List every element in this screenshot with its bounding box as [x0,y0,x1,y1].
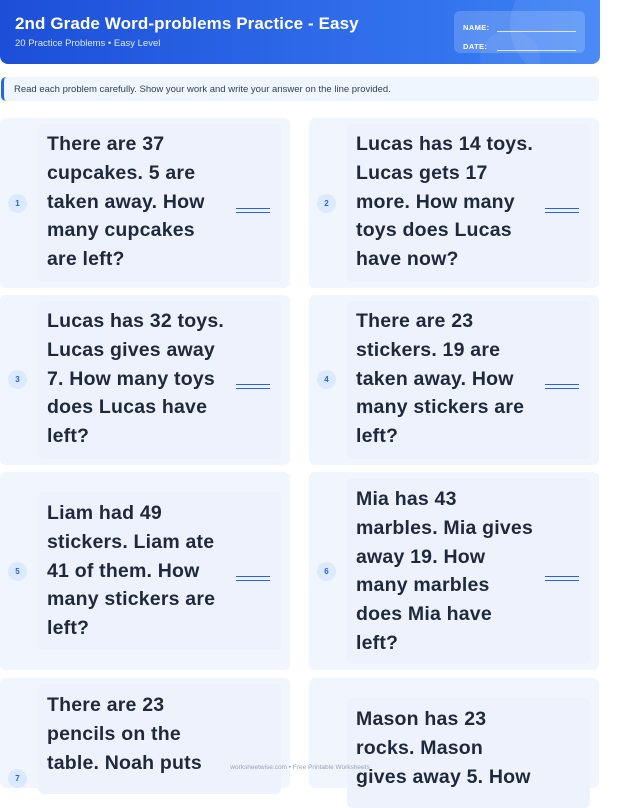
name-label: NAME: [463,23,490,32]
problem-text: Mason has 23 rocks. Mason gives away 5. How [356,708,531,788]
answer-line[interactable] [545,384,579,389]
problem-card [309,118,599,288]
problem-number-badge: 1 [8,194,27,213]
date-field-line[interactable] [497,42,576,51]
worksheet-subtitle: 20 Practice Problems • Easy Level [15,38,161,49]
problem-card [0,295,290,465]
worksheet-title: 2nd Grade Word-problems Practice - Easy [15,14,359,33]
problem-card [309,678,599,788]
answer-line[interactable] [545,576,579,581]
answer-line[interactable] [236,384,270,389]
problem-card [0,472,290,670]
worksheet-header [0,0,600,64]
date-label: DATE: [463,42,488,51]
answer-line[interactable] [545,208,579,213]
problem-number-badge: 4 [317,370,336,389]
problem-text: Mia has 43 marbles. Mia gives away 19. How many marbles does Mia have left? [356,488,534,654]
problem-card [0,118,290,288]
problem-text: There are 37 cupcakes. 5 are taken away. How many cupcakes are left? [47,133,205,271]
problem-text: Liam had 49 stickers. Liam ate 41 of them. How many stickers are left? [47,502,216,640]
problem-text: Lucas has 32 toys. Lucas gives away 7. How many toys does Lucas have left? [47,310,225,448]
name-date-box [454,11,585,53]
problem-card [309,295,599,465]
problem-number-badge: 3 [8,370,27,389]
problem-card [0,678,290,788]
problem-text: Lucas has 14 toys. Lucas gets 17 more. How many toys does Lucas have now? [356,133,534,271]
name-field-line[interactable] [497,23,576,32]
problem-text: There are 23 stickers. 19 are taken away. How many stickers are left? [356,310,525,448]
problem-text: There are 23 pencils on the table. Noah puts [47,694,202,774]
instructions-banner: Read each problem carefully. Show your work and write your answer on the line provided. [1,77,599,101]
answer-line[interactable] [236,208,270,213]
page-footer: worksheetwise.com • Free Printable Worksheets [230,764,370,771]
problem-card [309,472,599,670]
problem-number-badge: 6 [317,562,336,581]
answer-line[interactable] [236,576,270,581]
problem-number-badge: 2 [317,194,336,213]
problem-number-badge: 5 [8,562,27,581]
problem-number-badge: 7 [8,769,27,788]
